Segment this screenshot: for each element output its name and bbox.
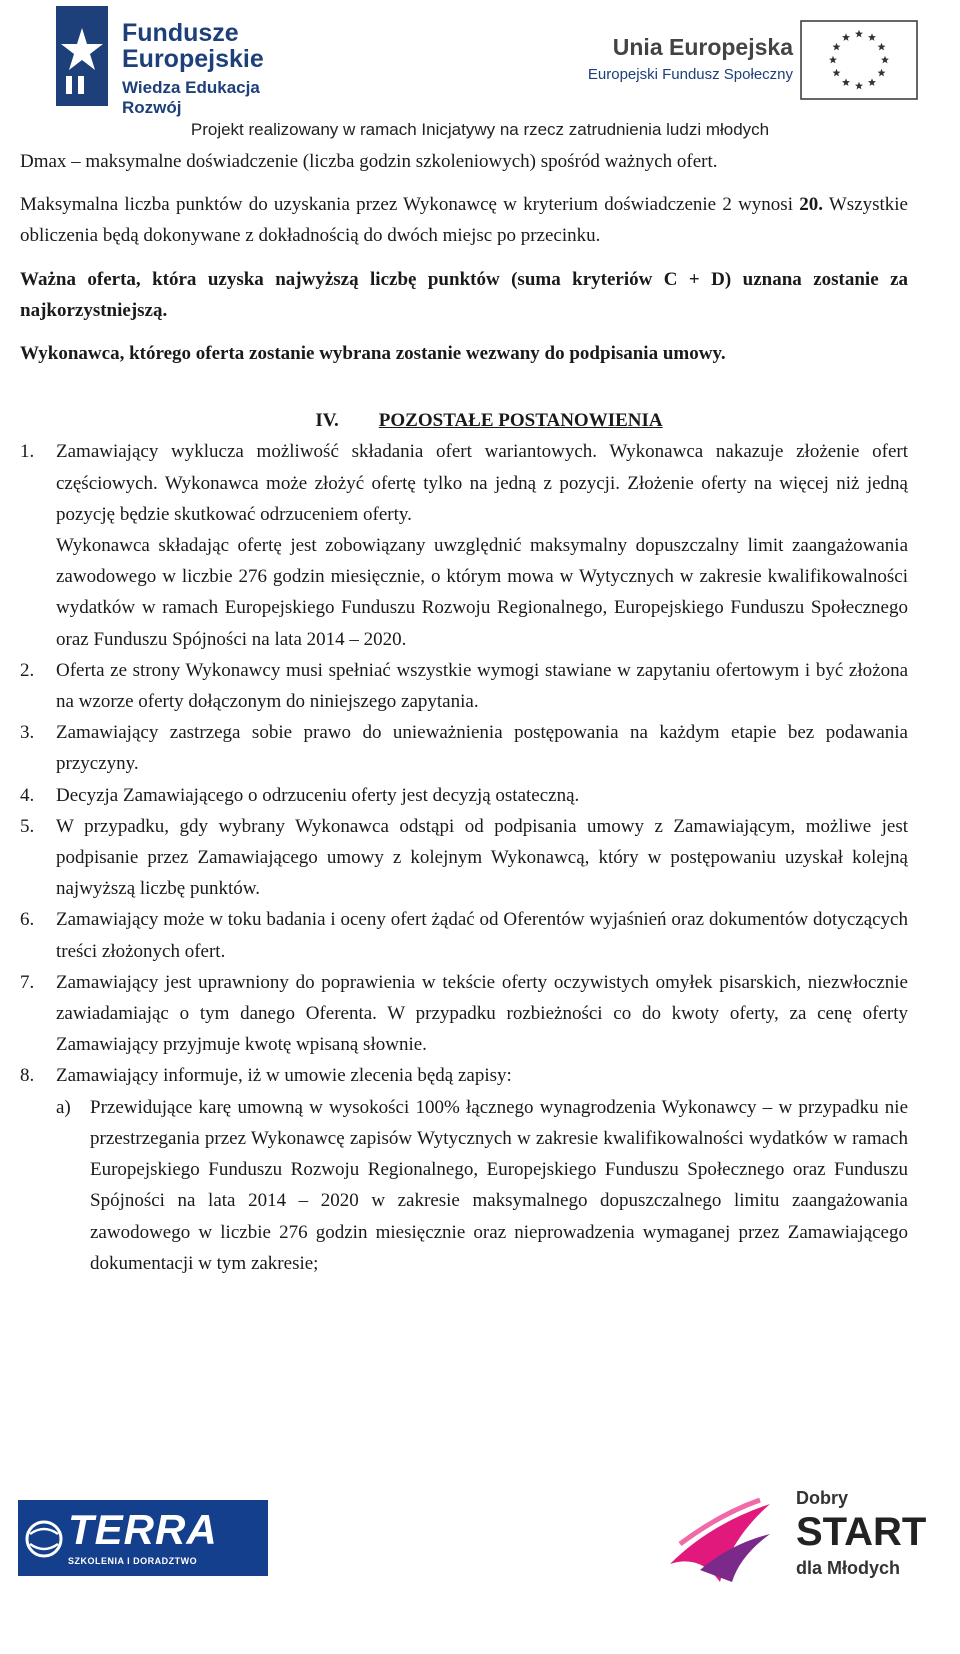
terra-logo [18, 1500, 268, 1576]
project-line: Projekt realizowany w ramach Inicjatywy na rzecz zatrudnienia ludzi młodych [190, 120, 770, 139]
list-item: 5. W przypadku, gdy wybrany Wykonawca odstąpi od podpisania umowy z Zamawiającym, możliwe jest podpisanie przez Zamawiającego umowy z kolejnym Wykonawcą, który w postępowaniu uzyskał kolejną najwyższą liczbę punktów. [20, 815, 908, 900]
list-item: 4. Decyzja Zamawiającego o odrzuceniu oferty jest decyzją ostateczną. [20, 784, 580, 806]
fundusze-europejskie-logo [56, 6, 316, 117]
list-item: 2. Oferta ze strony Wykonawcy musi spełniać wszystkie wymogi stawiane w zapytaniu ofertowym i być złożona na wzorze oferty dołączonym do niniejszego zapytania. [20, 659, 908, 713]
ue-subtitle: Europejski Fundusz Społeczny [587, 66, 793, 83]
terra-subtitle: SZKOLENIA I DORADZTWO [68, 1556, 198, 1566]
document-body [20, 146, 908, 1279]
paragraph-best-offer: Ważna oferta, która uzyska najwyższą liczbę punktów (suma kryteriów C + D) uznana zostanie za najkorzystniejszą. [20, 268, 908, 321]
unia-europejska-logo [585, 20, 915, 100]
provisions-list [20, 436, 908, 1278]
fe-subtitle: Wiedza Edukacja Rozwój [122, 78, 260, 117]
terra-globe-icon [24, 1514, 64, 1564]
eu-flag-icon [800, 20, 918, 100]
dobry-line3: dla Młodych [796, 1558, 901, 1578]
list-item: 1. Zamawiający wyklucza możliwość składania ofert wariantowych. Wykonawca nakazuje złożenie ofert częściowych. Wykonawca może złożyć ofertę tylko na jedną z pozycji. Złożenie oferty na więcej niż jedną pozycję będzie skutkować odrzuceniem oferty. Wykonawca składając ofertę jest zobowiązany uwzględnić maksymalny dopuszczalny limit zaangażowania zawodowego w liczbie 276 godzin miesięcznie, o którym mowa w Wytycznych w zakresie kwalifikowalności wydatków w ramach Europejskiego Funduszu Rozwoju Regionalnego, Europejskiego Funduszu Społecznego oraz Funduszu Spójności na lata 2014 – 2020. [20, 441, 908, 650]
list-item: 7. Zamawiający jest uprawniony do poprawienia w tekście oferty oczywistych omyłek pisarskich, niezwłocznie zawiadamiając o tym danego Oferenta. W przypadku rozbieżności co do kwoty oferty, za cenę oferty Zamawiający przyjmuje kwotę wpisaną słownie. [20, 971, 908, 1056]
list-item: 3. Zamawiający zastrzega sobie prawo do unieważnienia postępowania na każdym etapie bez podawania przyczyny. [20, 722, 908, 775]
paragraph-dmax: Dmax – maksymalne doświadczenie (liczba godzin szkoleniowych) spośród ważnych ofert. [20, 151, 718, 172]
dobry-line2: START [796, 1510, 927, 1554]
dobry-start-swoosh-icon [660, 1494, 780, 1584]
section-title: POZOSTAŁE POSTANOWIENIA [378, 410, 663, 432]
paragraph-contractor: Wykonawca, którego oferta zostanie wybrana zostanie wezwany do podpisania umowy. [20, 343, 726, 365]
list-item: 6. Zamawiający może w toku badania i oceny ofert żądać od Oferentów wyjaśnień oraz dokumentów dotyczących treści złożonych ofert. [20, 909, 908, 962]
section-number: IV. [315, 410, 339, 432]
sub-list-item: a) Przewidujące karę umowną w wysokości 100% łącznego wynagrodzenia Wykonawcy – w przypadku nie przestrzegania przez Wykonawcę zapisów Wytycznych w zakresie kwalifikowalności wydatków w ramach Europejskiego Funduszu Rozwoju Regionalnego, Europejskiego Funduszu Społecznego oraz Funduszu Spójności na lata 2014 – 2020 w zakresie maksymalnego dopuszczalnego limitu zaangażowania zawodowego w liczbie 276 godzin miesięcznie oraz nieprowadzenia wymaganej przez Zamawiającego dokumentacji w tym zakresie; [56, 1096, 908, 1274]
dobry-line1: Dobry [796, 1488, 849, 1508]
paragraph-max-points: Maksymalna liczba punktów do uzyskania przez Wykonawcę w kryterium doświadczenie 2 wynosi 20. Wszystkie obliczenia będą dokonywane z dokładnością do dwóch miejsc po przecinku. [20, 194, 908, 247]
fe-title: Fundusze Europejskie [122, 19, 264, 73]
list-item: 8. Zamawiający informuje, iż w umowie zlecenia będą zapisy: [20, 1065, 512, 1087]
ue-title: Unia Europejska [612, 34, 793, 60]
section-heading [70, 405, 908, 436]
terra-name: TERRA [68, 1506, 218, 1553]
dobry-start-logo [660, 1480, 927, 1590]
fe-star-icon [56, 6, 108, 106]
